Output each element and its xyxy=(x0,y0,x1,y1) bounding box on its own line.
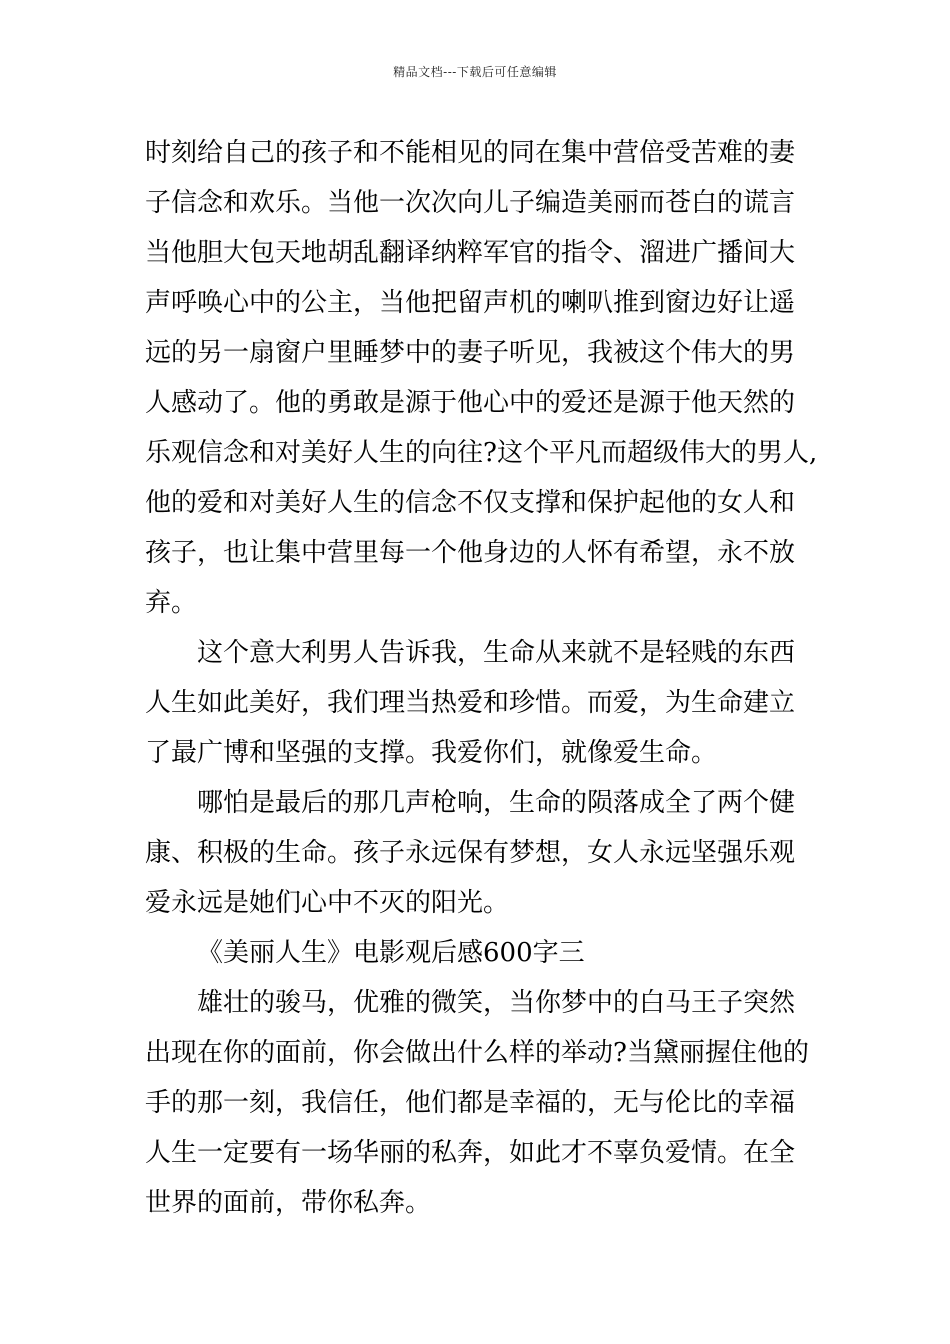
text-line: 子信念和欢乐。当他一次次向儿子编造美丽而苍白的谎言 xyxy=(145,188,796,218)
text-line: 雄壮的骏马，优雅的微笑，当你梦中的白马王子突然 xyxy=(197,988,796,1018)
text-line: 人感动了。他的勇敢是源于他心中的爱还是源于他天然的 xyxy=(145,388,796,418)
text-line: 乐观信念和对美好人生的向往?这个平凡而超级伟大的男人, xyxy=(145,438,818,468)
paragraph xyxy=(145,778,815,928)
text-line: 声呼唤心中的公主，当他把留声机的喇叭推到窗边好让遥 xyxy=(145,288,796,318)
text-line: 康、积极的生命。孩子永远保有梦想，女人永远坚强乐观 xyxy=(145,838,796,868)
section-heading xyxy=(145,928,815,978)
text-line: 出现在你的面前，你会做出什么样的举动?当黛丽握住他的 xyxy=(145,1038,809,1068)
text-line: 人生一定要有一场华丽的私奔，如此才不辜负爱情。在全 xyxy=(145,1138,796,1168)
text-line: 当他胆大包天地胡乱翻译纳粹军官的指令、溜进广播间大 xyxy=(145,238,796,268)
text-line: 了最广博和坚强的支撑。我爱你们，就像爱生命。 xyxy=(145,738,718,768)
text-line: 时刻给自己的孩子和不能相见的同在集中营倍受苦难的妻 xyxy=(145,138,796,168)
text-line: 远的另一扇窗户里睡梦中的妻子听见，我被这个伟大的男 xyxy=(145,338,796,368)
text-line: 人生如此美好，我们理当热爱和珍惜。而爱，为生命建立 xyxy=(145,688,796,718)
text-line: 手的那一刻，我信任，他们都是幸福的，无与伦比的幸福 xyxy=(145,1088,796,1118)
text-line: 爱永远是她们心中不灭的阳光。 xyxy=(145,888,510,918)
text-line: 这个意大利男人告诉我，生命从来就不是轻贱的东西 xyxy=(197,638,796,668)
paragraph xyxy=(145,628,815,778)
paragraph xyxy=(145,978,815,1228)
text-line: 《美丽人生》电影观后感600字三 xyxy=(197,938,585,968)
text-line: 哪怕是最后的那几声枪响，生命的陨落成全了两个健 xyxy=(197,788,796,818)
page-header: 精品文档---下载后可任意编辑 xyxy=(393,65,557,79)
text-line: 他的爱和对美好人生的信念不仅支撑和保护起他的女人和 xyxy=(145,488,796,518)
text-line: 弃。 xyxy=(145,588,198,618)
text-line: 孩子，也让集中营里每一个他身边的人怀有希望，永不放 xyxy=(145,538,796,568)
text-line: 世界的面前，带你私奔。 xyxy=(145,1188,432,1218)
paragraph xyxy=(145,128,818,628)
document-body xyxy=(145,128,818,1228)
